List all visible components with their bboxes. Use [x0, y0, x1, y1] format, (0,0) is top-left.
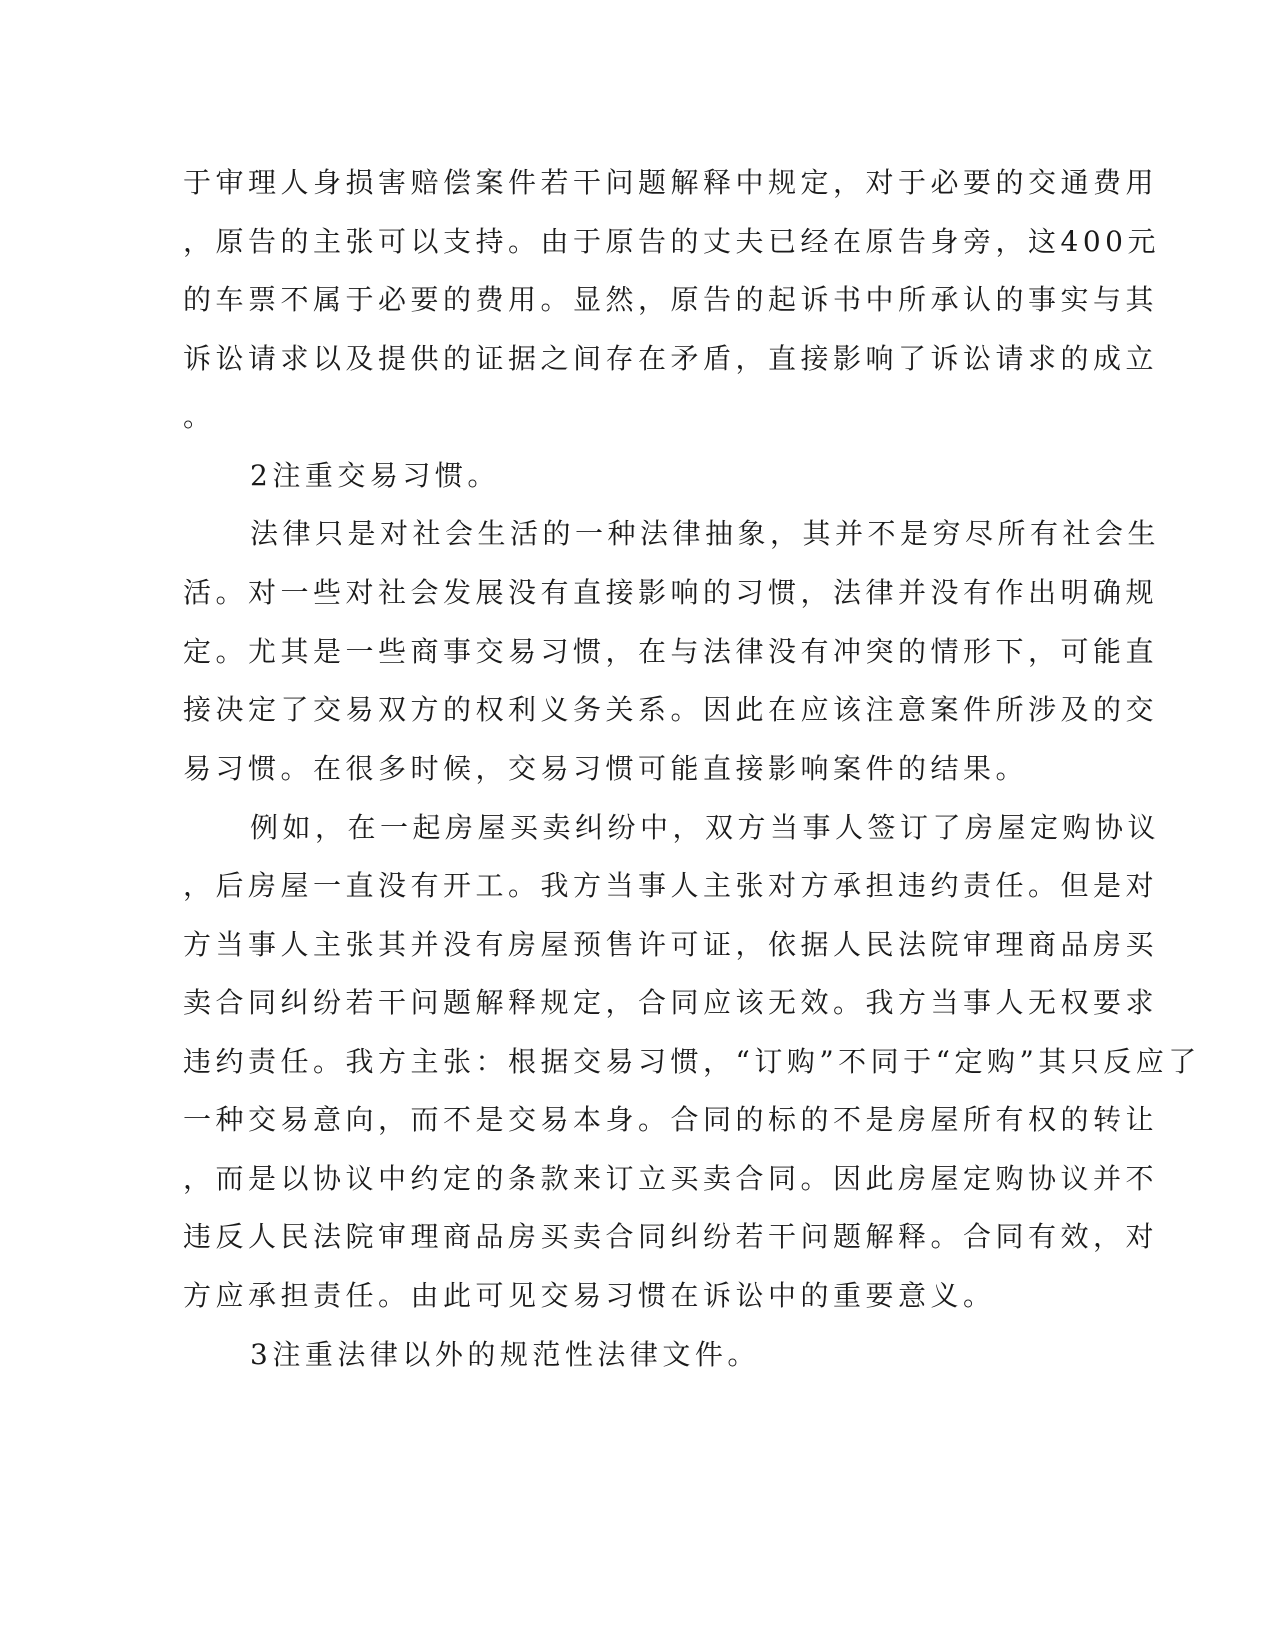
- text-line: 诉讼请求以及提供的证据之间存在矛盾，直接影响了诉讼请求的成立: [183, 342, 1159, 375]
- text-line: 方当事人主张其并没有房屋预售许可证，依据人民法院审理商品房买: [183, 928, 1159, 961]
- text-line: 方应承担责任。由此可见交易习惯在诉讼中的重要意义。: [183, 1279, 996, 1312]
- text-line: 于审理人身损害赔偿案件若干问题解释中规定，对于必要的交通费用: [183, 166, 1159, 199]
- text-line: 接决定了交易双方的权利义务关系。因此在应该注意案件所涉及的交: [183, 693, 1159, 726]
- section-heading: 2注重交易习惯。: [250, 459, 500, 492]
- text-line: ，后房屋一直没有开工。我方当事人主张对方承担违约责任。但是对: [183, 869, 1159, 902]
- text-line: 一种交易意向，而不是交易本身。合同的标的不是房屋所有权的转让: [183, 1103, 1159, 1136]
- text-line: 违约责任。我方主张：根据交易习惯，“订购”不同于“定购”其只反应了: [183, 1045, 1201, 1078]
- text-line: 活。对一些对社会发展没有直接影响的习惯，法律并没有作出明确规: [183, 576, 1159, 609]
- text-line: 的车票不属于必要的费用。显然，原告的起诉书中所承认的事实与其: [183, 283, 1159, 316]
- text-line: ，而是以协议中约定的条款来订立买卖合同。因此房屋定购协议并不: [183, 1162, 1159, 1195]
- text-line: 法律只是对社会生活的一种法律抽象，其并不是穷尽所有社会生: [250, 517, 1161, 550]
- text-line: ，原告的主张可以支持。由于原告的丈夫已经在原告身旁，这400元: [183, 225, 1160, 258]
- text-line: 违反人民法院审理商品房买卖合同纠纷若干问题解释。合同有效，对: [183, 1220, 1159, 1253]
- section-heading: 3注重法律以外的规范性法律文件。: [250, 1338, 760, 1371]
- text-line: 卖合同纠纷若干问题解释规定，合同应该无效。我方当事人无权要求: [183, 986, 1159, 1019]
- text-line: 易习惯。在很多时候，交易习惯可能直接影响案件的结果。: [183, 752, 1029, 785]
- text-line: 定。尤其是一些商事交易习惯，在与法律没有冲突的情形下，可能直: [183, 635, 1159, 668]
- text-line: 。: [183, 400, 216, 433]
- text-line: 例如，在一起房屋买卖纠纷中，双方当事人签订了房屋定购协议: [250, 811, 1161, 844]
